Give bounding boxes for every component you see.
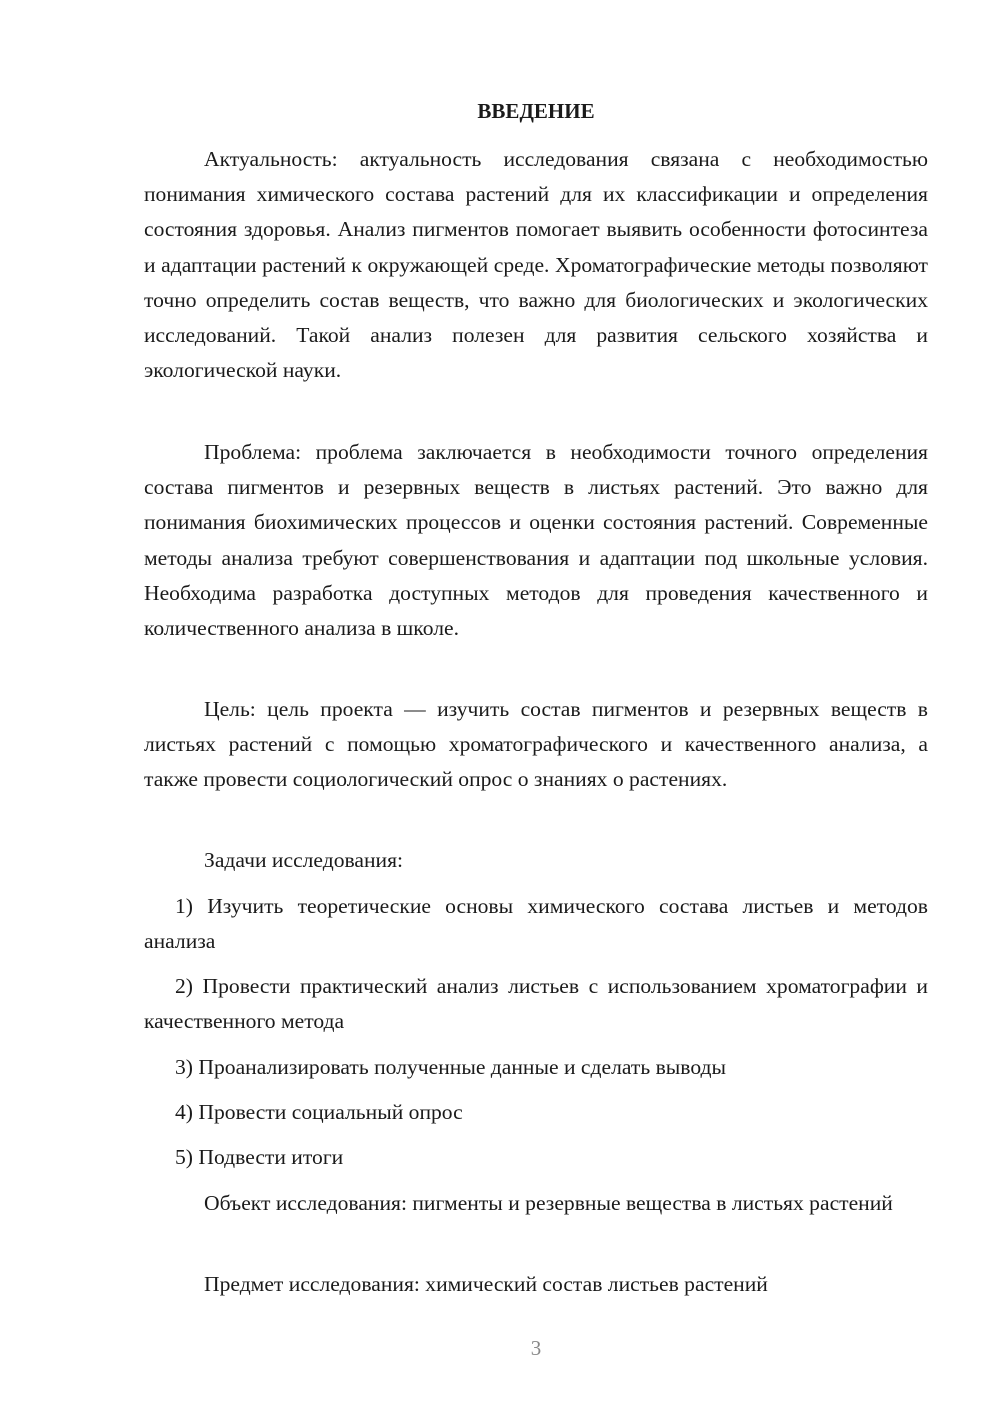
task-item-4: 4) Провести социальный опрос bbox=[175, 1100, 463, 1124]
research-object-paragraph: Объект исследования: пигменты и резервные вещества в листьях растений bbox=[204, 1191, 893, 1215]
goal-paragraph: Цель: цель проекта — изучить состав пигментов и резервных веществ в листьях растений с помощью хроматографического и качественного анализа, а также провести социологический опрос о знаниях о растениях. bbox=[144, 697, 928, 792]
document-page bbox=[144, 0, 928, 1414]
task-item-2: 2) Провести практический анализ листьев с использованием хроматографии и качественного метода bbox=[144, 974, 928, 1034]
research-subject-paragraph: Предмет исследования: химический состав листьев растений bbox=[204, 1272, 768, 1296]
problem-paragraph: Проблема: проблема заключается в необходимости точного определения состава пигментов и резервных веществ в листьях растений. Это важно для понимания биохимических процессов и оценки состояния растений. Современные методы анализа требуют совершенствования и адаптации под школьные условия. Необходима разработка доступных методов для проведения качественного и количественного анализа в школе. bbox=[144, 440, 928, 641]
task-item-3: 3) Проанализировать полученные данные и сделать выводы bbox=[175, 1055, 726, 1079]
task-item-1: 1) Изучить теоретические основы химического состава листьев и методов анализа bbox=[144, 894, 928, 954]
tasks-heading: Задачи исследования: bbox=[204, 848, 404, 872]
page-number: 3 bbox=[530, 1336, 542, 1360]
task-item-5: 5) Подвести итоги bbox=[175, 1145, 344, 1169]
page-title: ВВЕДЕНИЕ bbox=[477, 99, 595, 123]
relevance-paragraph: Актуальность: актуальность исследования связана с необходимостью понимания химического состава растений для их классификации и определения состояния здоровья. Анализ пигментов помогает выявить особенности фотосинтеза и адаптации растений к окружающей среде. Хроматографические методы позволяют точно определить состав веществ, что важно для биологических и экологических исследований. Такой анализ полезен для развития сельского хозяйства и экологической науки. bbox=[144, 147, 928, 383]
